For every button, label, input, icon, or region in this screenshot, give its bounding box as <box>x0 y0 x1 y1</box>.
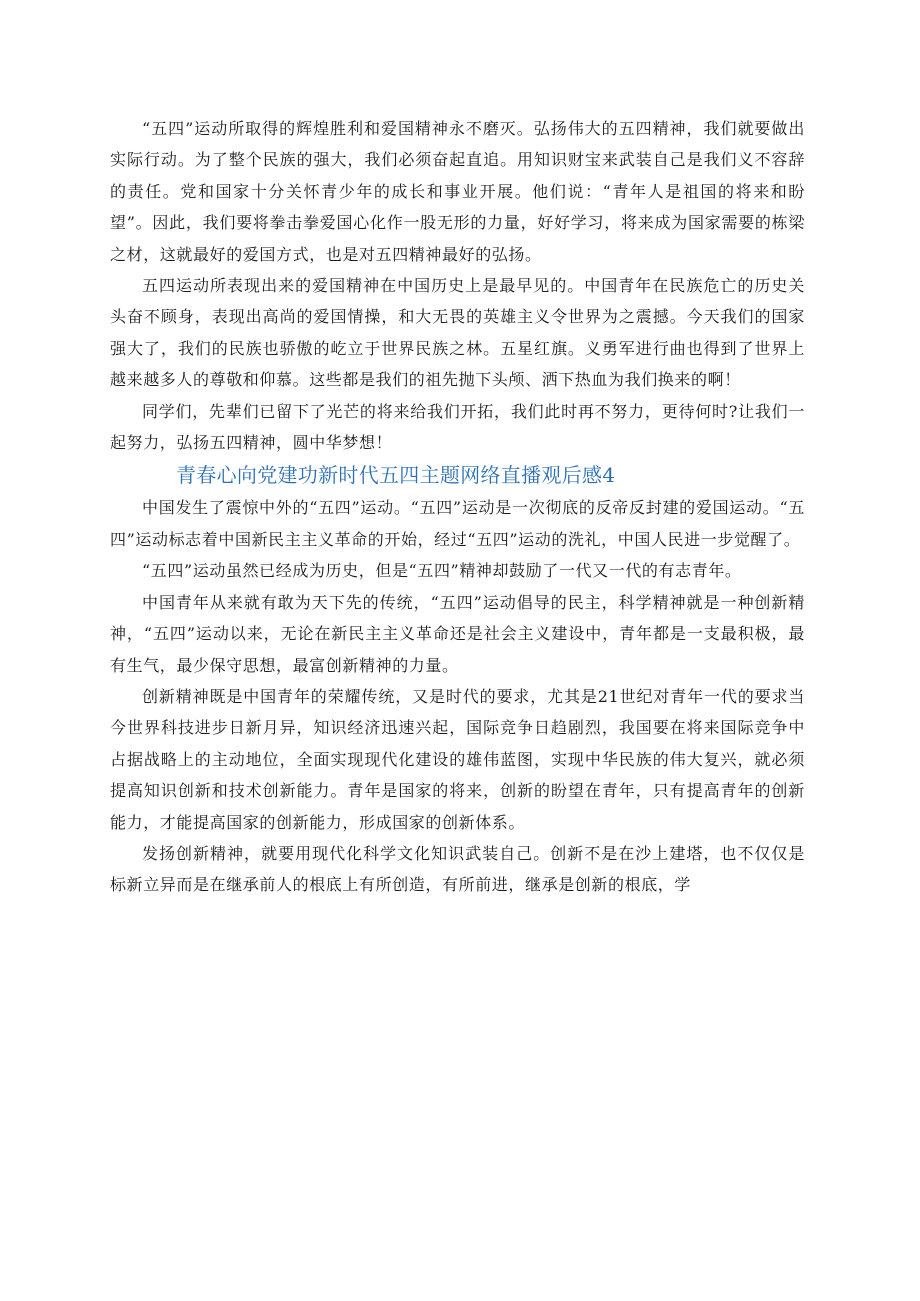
section-heading: 青春心向党建功新时代五四主题网络直播观后感4 <box>176 463 616 488</box>
paragraph-call-to-action: 同学们，先辈们已留下了光芒的将来给我们开拓，我们此时再不努力，更待何时?让我们一起努力，弘扬五四精神，圆中华梦想！ <box>110 401 805 453</box>
paragraph-knowledge: 发扬创新精神，就要用现代化科学文化知识武装自己。创新不是在沙上建塔，也不仅仅是标新立异而是在继承前人的根底上有所创造，有所前进，继承是创新的根底，学 <box>110 843 805 895</box>
paragraph-may-fourth-spirit: “五四”运动所取得的辉煌胜利和爱国精神永不磨灭。弘扬伟大的五四精神，我们就要做出实际行动。为了整个民族的强大，我们必须奋起直追。用知识财宝来武装自己是我们义不容辞的责任。党和国家十分关怀青少年的成长和事业开展。他们说：“青年人是祖国的将来和盼望”。因此，我们要将拳击拳爱国心化作一股无形的力量，好好学习，将来成为国家需要的栋梁之材，这就最好的爱国方式，也是对五四精神最好的弘扬。 <box>110 119 805 264</box>
document-page <box>110 113 805 901</box>
paragraph-innovation: 创新精神既是中国青年的荣耀传统，又是时代的要求，尤其是21世纪对青年一代的要求当今世界科技进步日新月异，知识经济迅速兴起，国际竞争日趋剧烈，我国要在将来国际竞争中占据战略上的主动地位，全面实现现代化建设的雄伟蓝图，实现中华民族的伟大复兴，就必须提高知识创新和技术创新能力。青年是国家的将来，创新的盼望在青年，只有提高青年的创新能力，才能提高国家的创新能力，形成国家的创新体系。 <box>110 686 805 832</box>
paragraph-history: “五四”运动虽然已经成为历史，但是“五四”精神却鼓励了一代又一代的有志青年。 <box>142 561 742 581</box>
paragraph-patriotic-spirit: 五四运动所表现出来的爱国精神在中国历史上是最早见的。中国青年在民族危亡的历史关头奋不顾身，表现出高尚的爱国情操，和大无畏的英雄主义令世界为之震撼。今天我们的国家强大了，我们的民族也骄傲的屹立于世界民族之林。五星红旗。义勇军进行曲也得到了世界上越来越多人的尊敬和仰慕。这些都是我们的祖先抛下头颅、洒下热血为我们换来的啊！ <box>110 276 805 390</box>
paragraph-movement-intro: 中国发生了震惊中外的“五四”运动。“五四”运动是一次彻底的反帝反封建的爱国运动。“五四”运动标志着中国新民主主义革命的开始，经过“五四”运动的洗礼，中国人民进一步觉醒了。 <box>110 498 805 549</box>
paragraph-tradition: 中国青年从来就有敢为天下先的传统，“五四”运动倡导的民主，科学精神就是一种创新精神，“五四”运动以来，无论在新民主主义革命还是社会主义建设中，青年都是一支最积极，最有生气，最少保守思想，最富创新精神的力量。 <box>110 592 805 675</box>
